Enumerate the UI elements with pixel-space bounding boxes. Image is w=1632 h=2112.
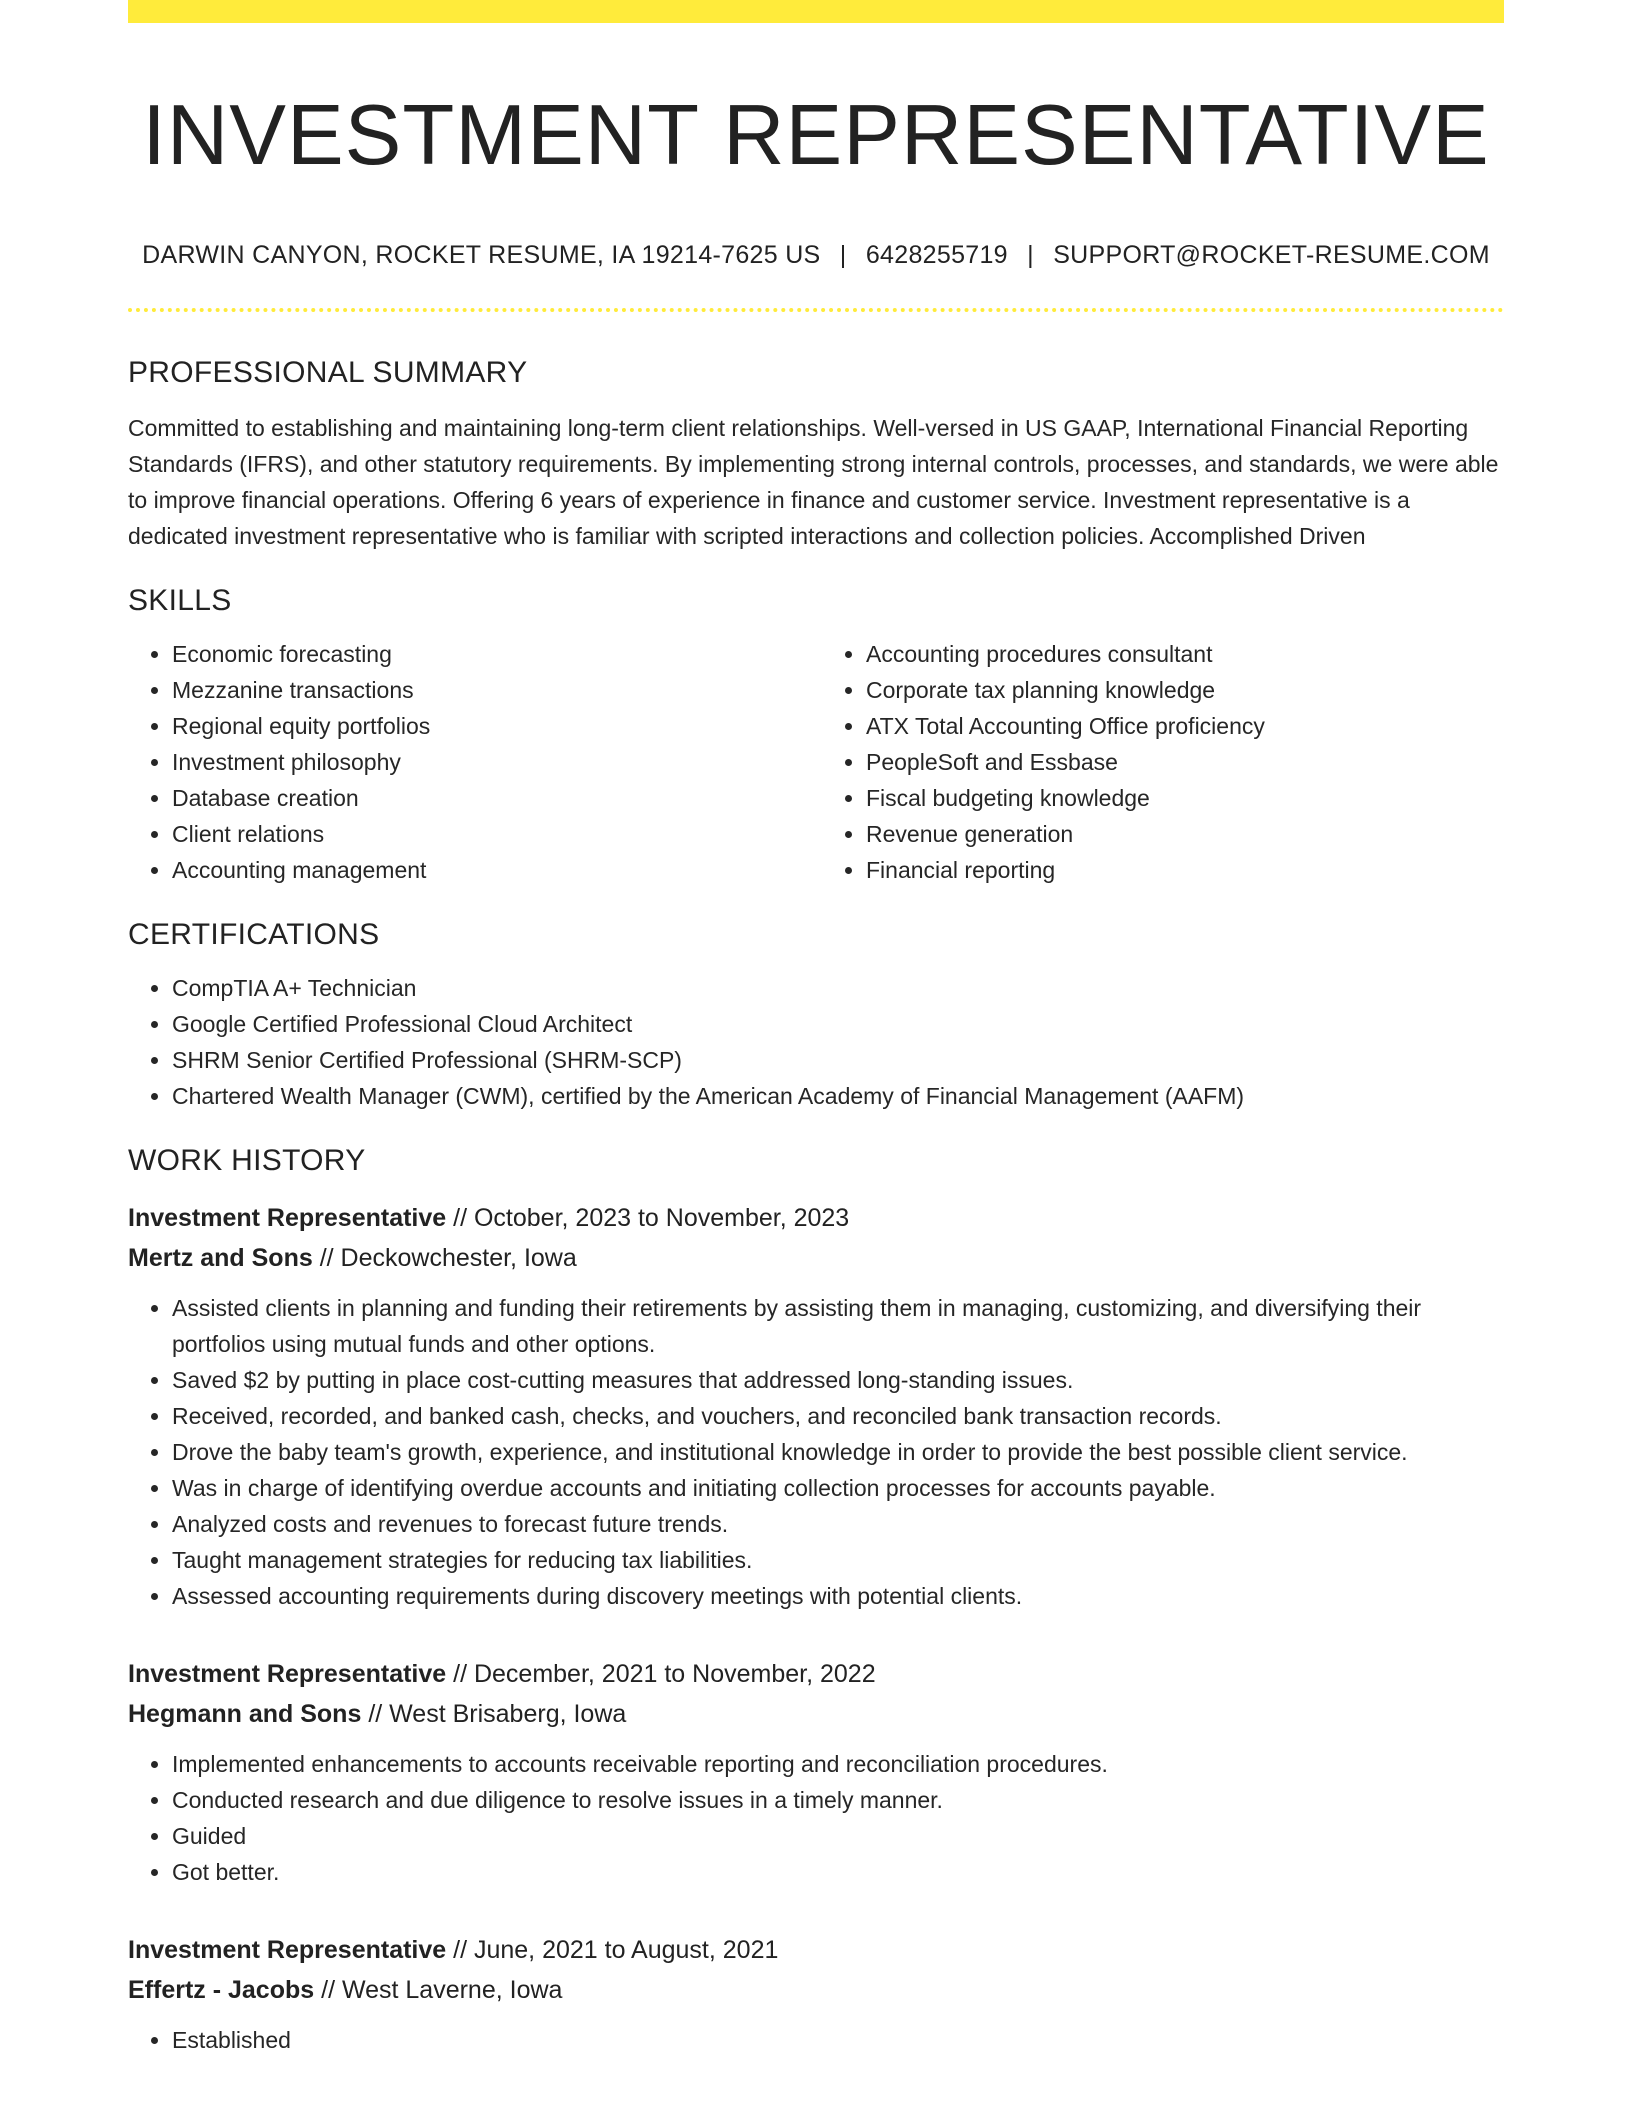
skills-list-left: [128, 636, 816, 888]
job-title: Investment Representative: [128, 1659, 447, 1688]
job-entry: [128, 1930, 1504, 2058]
skill-item: • Accounting procedures consultant: [866, 636, 1504, 672]
skills-grid: [128, 636, 1504, 888]
skill-item: • Corporate tax planning knowledge: [866, 672, 1504, 708]
job-title-line: [128, 1930, 1504, 1970]
skill-item: • Accounting management: [172, 852, 816, 888]
skill-item: • Financial reporting: [866, 852, 1504, 888]
job-bullet: • Assisted clients in planning and funding their retirements by assisting them in managing, customizing, and diversifying their portfolios using mutual funds and other options.: [172, 1290, 1504, 1362]
summary-heading: PROFESSIONAL SUMMARY: [128, 355, 528, 389]
job-dates: // October, 2023 to November, 2023: [446, 1203, 850, 1232]
skill-item: • Client relations: [172, 816, 816, 852]
job-bullet: • Implemented enhancements to accounts receivable reporting and reconciliation procedures.: [172, 1746, 1504, 1782]
job-bullets: [128, 1290, 1504, 1614]
work-history-section: [128, 1144, 1504, 2058]
job-bullet: • Received, recorded, and banked cash, checks, and vouchers, and reconciled bank transaction records.: [172, 1398, 1504, 1434]
job-bullet: • Conducted research and due diligence to resolve issues in a timely manner.: [172, 1782, 1504, 1818]
job-title: Investment Representative: [128, 1935, 447, 1964]
job-bullet: • Drove the baby team's growth, experience, and institutional knowledge in order to provide the best possible client service.: [172, 1434, 1504, 1470]
job-bullet: • Taught management strategies for reducing tax liabilities.: [172, 1542, 1504, 1578]
job-bullet: • Was in charge of identifying overdue accounts and initiating collection processes for accounts payable.: [172, 1470, 1504, 1506]
contact-address: DARWIN CANYON, ROCKET RESUME, IA 19214-7625 US: [142, 240, 821, 269]
skill-item: • Investment philosophy: [172, 744, 816, 780]
skill-item: • Database creation: [172, 780, 816, 816]
certifications-heading: CERTIFICATIONS: [128, 917, 380, 951]
certification-item: • SHRM Senior Certified Professional (SHRM-SCP): [172, 1042, 1504, 1078]
certifications-list: [128, 970, 1504, 1114]
resume-page: [128, 0, 1504, 2058]
job-bullet: • Guided: [172, 1818, 1504, 1854]
job-location: // Deckowchester, Iowa: [312, 1243, 577, 1272]
skills-section: [128, 584, 1504, 888]
job-company: Effertz - Jacobs: [128, 1975, 315, 2004]
job-title-line: [128, 1654, 1504, 1694]
skill-item: • Mezzanine transactions: [172, 672, 816, 708]
job-bullet: • Established: [172, 2022, 1504, 2058]
job-entry: [128, 1198, 1504, 1614]
job-company: Hegmann and Sons: [128, 1699, 362, 1728]
top-accent-bar: [128, 0, 1504, 23]
skill-item: • PeopleSoft and Essbase: [866, 744, 1504, 780]
job-bullet: • Analyzed costs and revenues to forecast future trends.: [172, 1506, 1504, 1542]
job-location: // West Laverne, Iowa: [314, 1975, 563, 2004]
skill-item: • Revenue generation: [866, 816, 1504, 852]
job-company-line: [128, 1238, 1504, 1278]
job-company: Mertz and Sons: [128, 1243, 313, 1272]
job-bullet: • Got better.: [172, 1854, 1504, 1890]
contact-phone: 6428255719: [865, 240, 1008, 269]
summary-section: [128, 356, 1504, 554]
job-location: // West Brisaberg, Iowa: [361, 1699, 627, 1728]
job-company-line: [128, 1694, 1504, 1734]
contact-separator: |: [1027, 240, 1034, 269]
resume-name: INVESTMENT REPRESENTATIVE: [142, 88, 1490, 183]
job-bullets: [128, 1746, 1504, 1890]
skills-heading: SKILLS: [128, 583, 232, 617]
job-dates: // June, 2021 to August, 2021: [446, 1935, 779, 1964]
job-bullet: • Assessed accounting requirements during discovery meetings with potential clients.: [172, 1578, 1504, 1614]
summary-text: Committed to establishing and maintaining long-term client relationships. Well-versed in US GAAP, International Financial Reporting Standards (IFRS), and other statutory requirements. By implementing strong internal controls, processes, and standards, we were able to improve financial operations. Offering 6 years of experience in finance and customer service. Investment representative is a dedicated investment representative who is familiar with scripted interactions and collection policies. Accomplished Driven: [128, 414, 1499, 549]
contact-line: [128, 241, 1504, 270]
skill-item: • ATX Total Accounting Office proficiency: [866, 708, 1504, 744]
job-company-line: [128, 1970, 1504, 2010]
skill-item: • Regional equity portfolios: [172, 708, 816, 744]
job-title: Investment Representative: [128, 1203, 447, 1232]
job-title-line: [128, 1198, 1504, 1238]
certification-item: • Chartered Wealth Manager (CWM), certified by the American Academy of Financial Management (AAFM): [172, 1078, 1504, 1114]
certification-item: • CompTIA A+ Technician: [172, 970, 1504, 1006]
certifications-section: [128, 918, 1504, 1114]
skill-item: • Fiscal budgeting knowledge: [866, 780, 1504, 816]
job-dates: // December, 2021 to November, 2022: [446, 1659, 876, 1688]
contact-separator: |: [839, 240, 847, 269]
contact-email: SUPPORT@ROCKET-RESUME.COM: [1053, 240, 1490, 269]
certification-item: • Google Certified Professional Cloud Architect: [172, 1006, 1504, 1042]
job-bullet: • Saved $2 by putting in place cost-cutting measures that addressed long-standing issues.: [172, 1362, 1504, 1398]
work-history-heading: WORK HISTORY: [128, 1143, 366, 1177]
skills-list-right: [816, 636, 1504, 888]
header-divider: [128, 308, 1504, 312]
skill-item: • Economic forecasting: [172, 636, 816, 672]
job-bullets: [128, 2022, 1504, 2058]
job-entry: [128, 1654, 1504, 1890]
